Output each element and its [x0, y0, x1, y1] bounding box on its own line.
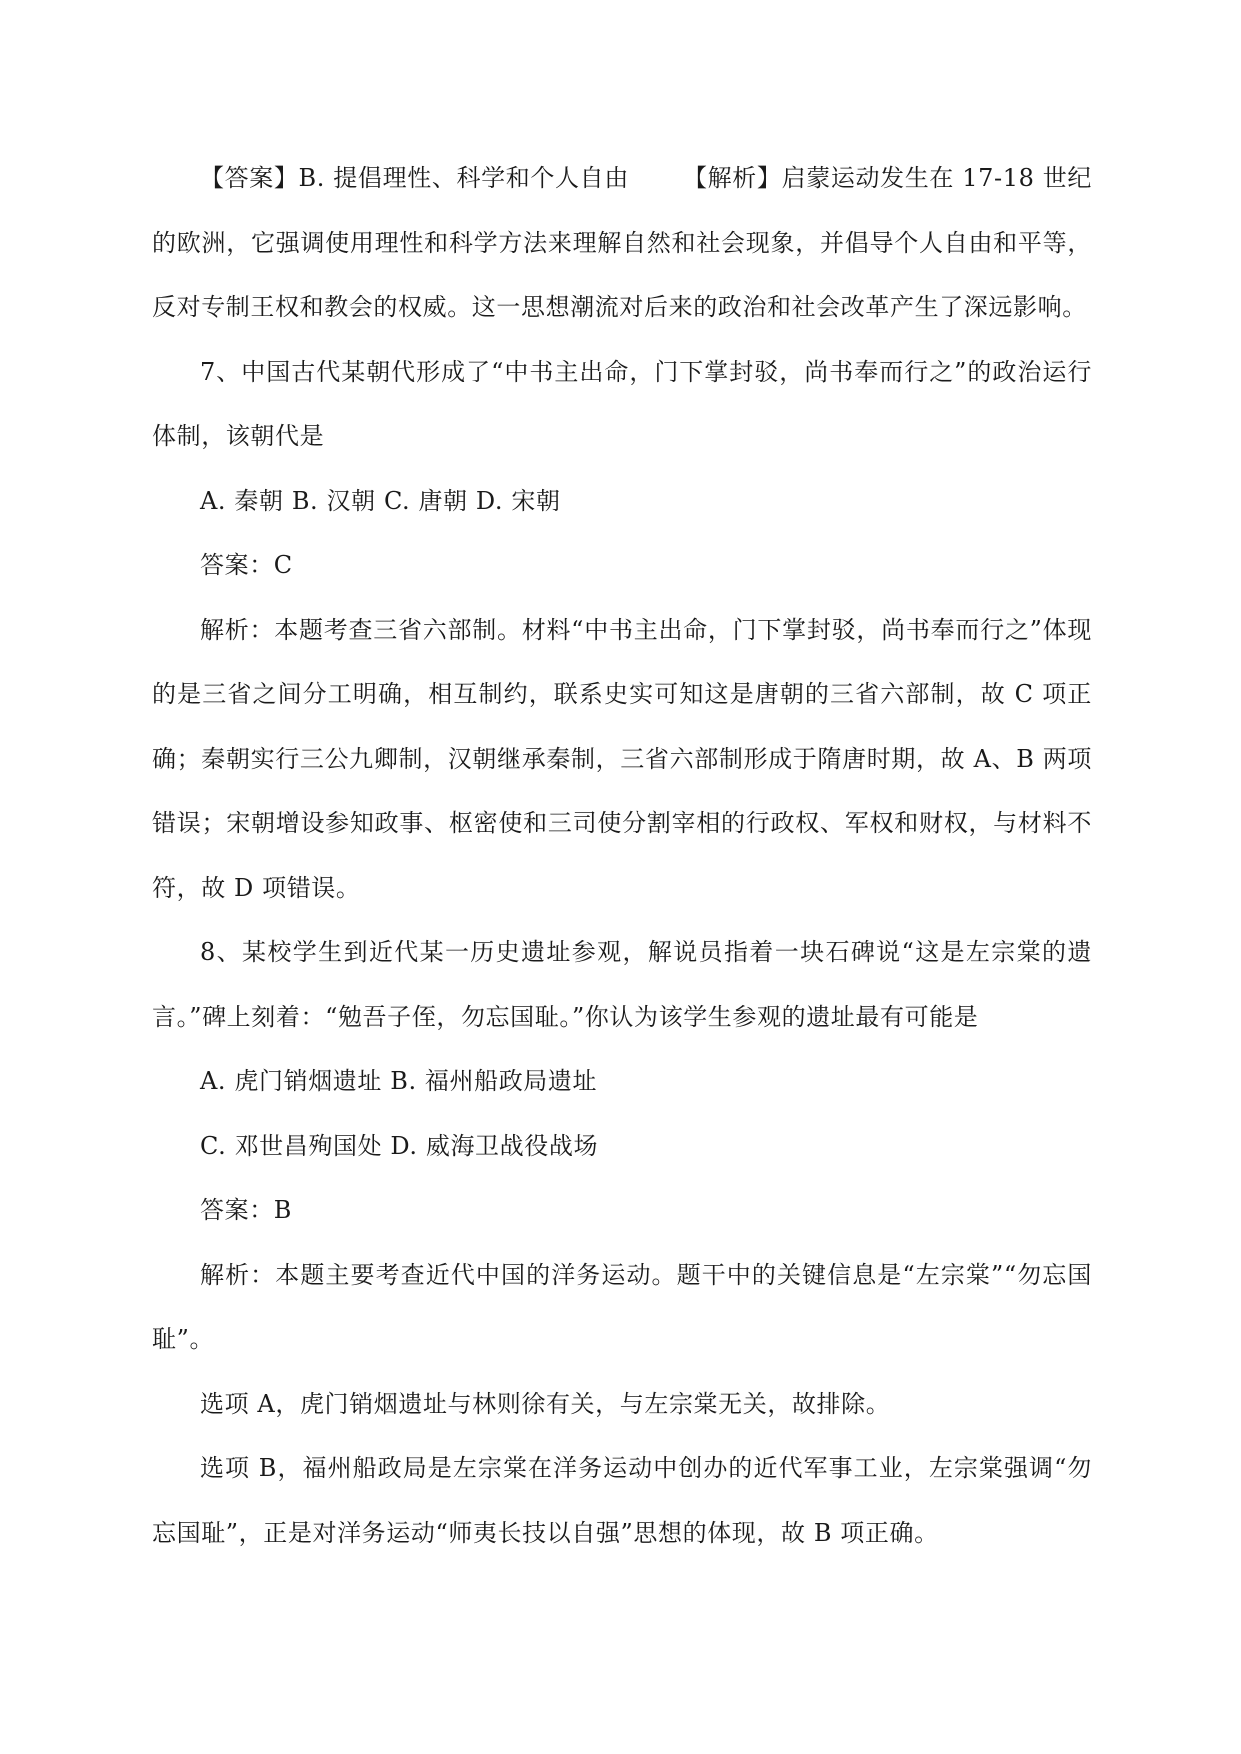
question-8-analysis: 解析：本题主要考查近代中国的洋务运动。题干中的关键信息是“左宗棠”“勿忘国耻”。: [152, 1260, 1092, 1353]
question-8-options-row-2: C. 邓世昌殉国处 D. 威海卫战役战场: [200, 1131, 599, 1160]
question-8-option-b-explanation: 选项 B，福州船政局是左宗棠在洋务运动中创办的近代军事工业，左宗棠强调“勿忘国耻”，正是对洋务运动“师夷长技以自强”思想的体现，故 B 项正确。: [152, 1454, 1092, 1547]
question-7-options: A. 秦朝 B. 汉朝 C. 唐朝 D. 宋朝: [200, 486, 561, 515]
question-7: 7、中国古代某朝代形成了“中书主出命，门下掌封驳，尚书奉而行之”的政治运行体制，该朝代是: [152, 357, 1092, 450]
question-8: 8、某校学生到近代某一历史遗址参观，解说员指着一块石碑说“这是左宗棠的遗言。”碑上刻着：“勉吾子侄，勿忘国耻。”你认为该学生参观的遗址最有可能是: [152, 938, 1092, 1031]
question-8-options-row-1: A. 虎门销烟遗址 B. 福州船政局遗址: [200, 1067, 598, 1095]
question-8-answer: 答案：B: [200, 1196, 293, 1224]
analysis-text: 【解析】启蒙运动发生在 17-18 世纪的欧洲，它强调使用理性和科学方法来理解自然和社会现象，并倡导个人自由和平等，反对专制王权和教会的权威。这一思想潮流对后来的政治和社会改革产生了深远影响。: [152, 164, 1092, 321]
question-7-analysis: 解析：本题考查三省六部制。材料“中书主出命，门下掌封驳，尚书奉而行之”体现的是三省之间分工明确，相互制约，联系史实可知这是唐朝的三省六部制，故 C 项正确；秦朝实行三公九卿制，汉朝继承秦制，三省六部制形成于隋唐时期，故 A、B 两项错误；宋朝增设参知政事、枢密使和三司使分割宰相的行政权、军权和财权，与材料不符，故 D 项错误。: [152, 615, 1092, 902]
document-page: [152, 146, 1092, 1565]
answer-text: 【答案】B. 提倡理性、科学和个人自由: [200, 164, 629, 192]
question-8-option-a-explanation: 选项 A，虎门销烟遗址与林则徐有关，与左宗棠无关，故排除。: [200, 1389, 891, 1418]
answer-paragraph: [152, 146, 1092, 340]
question-7-answer: 答案：C: [200, 551, 293, 579]
